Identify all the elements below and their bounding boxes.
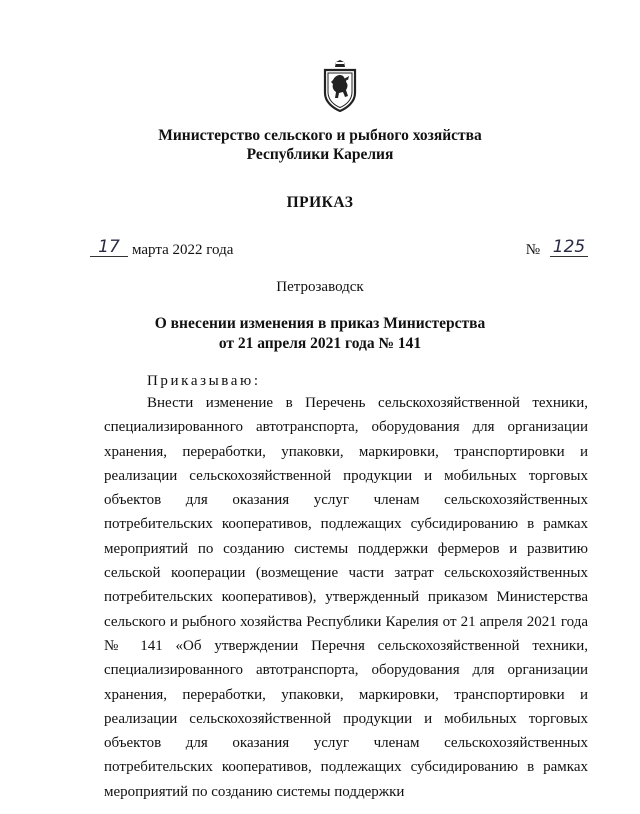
date-and-number-line xyxy=(90,238,590,266)
coat-of-arms-icon xyxy=(321,60,359,112)
directive-word: Приказываю: xyxy=(147,373,261,389)
city: Петрозаводск xyxy=(276,279,364,295)
handwritten-order-number: 125 xyxy=(550,239,588,257)
month-year: марта 2022 года xyxy=(132,242,234,258)
ministry-line-2: Республики Карелия xyxy=(246,146,394,163)
handwritten-day: 17 xyxy=(90,239,128,257)
number-label: № xyxy=(525,242,540,258)
body-paragraph-text: Внести изменение в Перечень сельскохозяйственной техники, специализированного автотранспорта, оборудования для организации хранения, переработки, упаковки, маркировки, транспортировки и реализации сельскохозяйственной продукции и мобильных торговых объектов для оказания услуг членам сельскохозяйственных потребительских кооперативов, подлежащих субсидированию в рамках мероприятий по созданию системы поддержки фермеров и развитию сельской кооперации (возмещение части затрат сельскохозяйственных потребительских кооперативов), утвержденный приказом Министерства сельского и рыбного хозяйства Республики Карелия от 21 апреля 2021 года № 141 «Об утверждении Перечня сельскохозяйственной техники, специализированного автотранспорта, оборудования для организации хранения, переработки, упаковки, маркировки, транспортировки и реализации сельскохозяйственной продукции и мобильных торговых объектов для оказания услуг членам сельскохозяйственных потребительских кооперативов, подлежащих субсидированию в рамках мероприятий по созданию системы поддержки xyxy=(104,395,588,800)
ministry-line-1: Министерство сельского и рыбного хозяйства xyxy=(158,127,482,144)
subject-line-1: О внесении изменения в приказ Министерства xyxy=(154,315,486,332)
body-paragraph xyxy=(104,391,588,804)
ministry-name xyxy=(0,126,640,164)
document-type-title: ПРИКАЗ xyxy=(286,194,354,211)
subject-line-2: от 21 апреля 2021 года № 141 xyxy=(218,335,422,352)
order-subject xyxy=(0,314,640,354)
